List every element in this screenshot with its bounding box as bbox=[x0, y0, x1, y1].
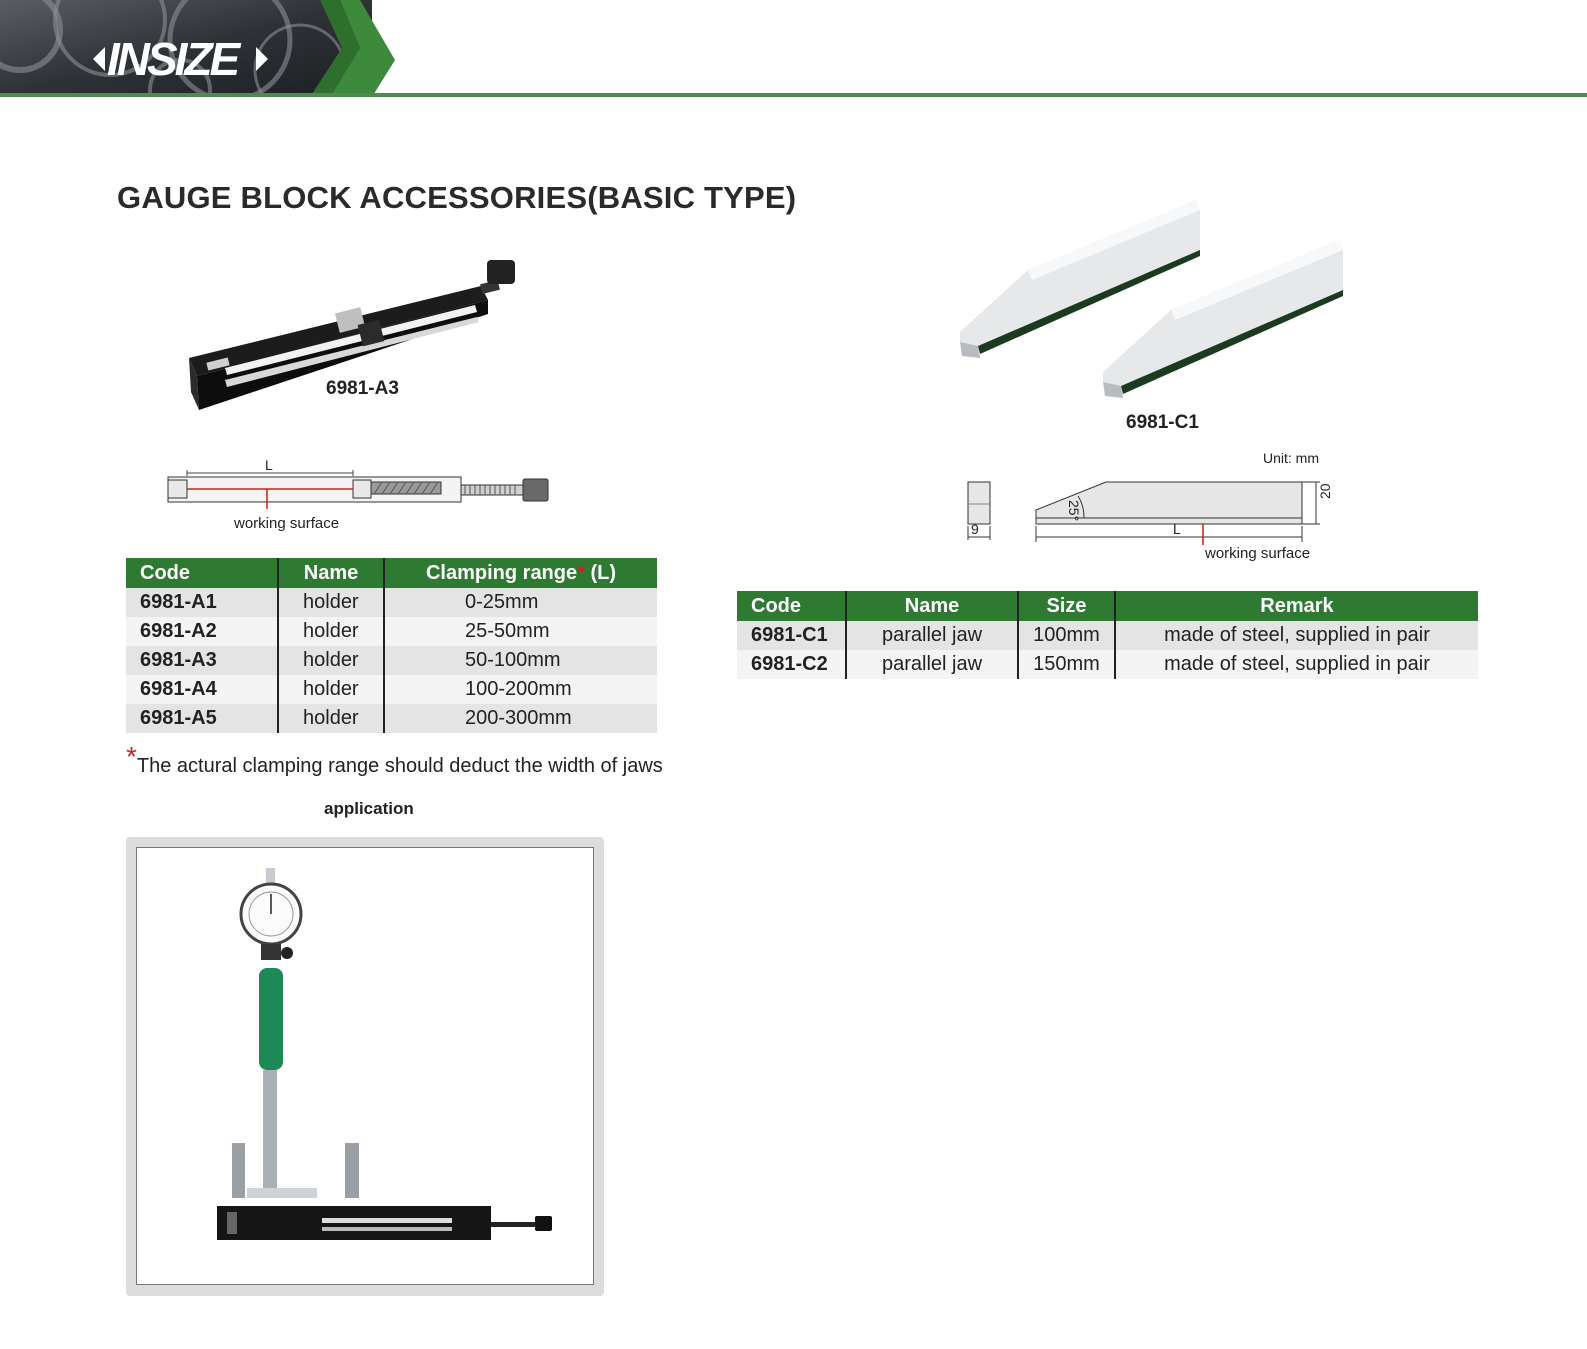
jaw-width-label: 9 bbox=[971, 521, 979, 537]
holder-row-name: holder bbox=[278, 617, 384, 646]
table-row bbox=[126, 588, 657, 617]
holder-row-code: 6981-A1 bbox=[126, 588, 278, 617]
jaw-row-remark: made of steel, supplied in pair bbox=[1115, 650, 1478, 679]
application-photo bbox=[136, 847, 594, 1285]
holder-row-code: 6981-A3 bbox=[126, 646, 278, 675]
holder-col-name-header: Name bbox=[278, 558, 384, 588]
table-row bbox=[737, 621, 1478, 650]
footnote-asterisk: * bbox=[126, 741, 137, 772]
holder-dimension-label: L bbox=[265, 457, 273, 473]
holder-row-range: 50-100mm bbox=[384, 646, 657, 675]
holder-row-range: 200-300mm bbox=[384, 704, 657, 733]
jaw-diagram bbox=[960, 470, 1330, 545]
jaw-row-remark: made of steel, supplied in pair bbox=[1115, 621, 1478, 650]
table-row bbox=[126, 704, 657, 733]
application-label: application bbox=[324, 799, 414, 818]
jaw-working-surface-label: working surface bbox=[1205, 545, 1311, 562]
jaw-row-name: parallel jaw bbox=[846, 621, 1018, 650]
brand-wordmark: INSIZE bbox=[107, 33, 238, 85]
holder-row-range: 25-50mm bbox=[384, 617, 657, 646]
holder-row-name: holder bbox=[278, 675, 384, 704]
jaw-photo bbox=[960, 198, 1355, 398]
footnote-text: The actural clamping range should deduct the width of jaws bbox=[136, 755, 663, 777]
holder-row-range: 100-200mm bbox=[384, 675, 657, 704]
clamping-footnote bbox=[126, 741, 663, 779]
holder-col-range-label: Clamping range bbox=[425, 561, 578, 584]
jaw-height-label: 20 bbox=[1317, 483, 1333, 499]
jaw-photo-label: 6981-C1 bbox=[1126, 412, 1199, 433]
holder-col-range-header bbox=[384, 558, 657, 588]
jaw-row-size: 150mm bbox=[1018, 650, 1115, 679]
unit-label: Unit: mm bbox=[1263, 450, 1319, 466]
holder-working-surface-label: working surface bbox=[234, 515, 340, 532]
holder-col-code-header: Code bbox=[126, 558, 278, 588]
jaw-table-header-row bbox=[737, 591, 1478, 621]
holder-row-code: 6981-A4 bbox=[126, 675, 278, 704]
table-row bbox=[737, 650, 1478, 679]
jaw-row-code: 6981-C2 bbox=[737, 650, 846, 679]
holder-row-code: 6981-A5 bbox=[126, 704, 278, 733]
holder-row-name: holder bbox=[278, 704, 384, 733]
jaw-col-code-header: Code bbox=[737, 591, 846, 621]
page-title: GAUGE BLOCK ACCESSORIES(BASIC TYPE) bbox=[117, 180, 797, 215]
table-row bbox=[126, 646, 657, 675]
holder-spec-table bbox=[126, 558, 657, 733]
holder-row-name: holder bbox=[278, 588, 384, 617]
table-row bbox=[126, 617, 657, 646]
holder-table-header-row bbox=[126, 558, 657, 588]
application-illustration bbox=[137, 848, 593, 1284]
jaw-row-size: 100mm bbox=[1018, 621, 1115, 650]
brand-logo bbox=[93, 34, 268, 84]
jaw-col-remark-header: Remark bbox=[1115, 591, 1478, 621]
holder-col-range-asterisk: * bbox=[577, 561, 585, 584]
jaw-spec-table bbox=[737, 591, 1478, 679]
holder-row-name: holder bbox=[278, 646, 384, 675]
holder-row-code: 6981-A2 bbox=[126, 617, 278, 646]
jaw-col-size-header: Size bbox=[1018, 591, 1115, 621]
header-divider bbox=[0, 93, 1587, 97]
jaw-length-label: L bbox=[1173, 521, 1181, 537]
table-row bbox=[126, 675, 657, 704]
holder-diagram bbox=[160, 458, 560, 513]
holder-photo-label: 6981-A3 bbox=[326, 378, 399, 399]
holder-row-range: 0-25mm bbox=[384, 588, 657, 617]
jaw-col-name-header: Name bbox=[846, 591, 1018, 621]
holder-col-range-suffix: (L) bbox=[584, 561, 617, 584]
jaw-row-name: parallel jaw bbox=[846, 650, 1018, 679]
jaw-row-code: 6981-C1 bbox=[737, 621, 846, 650]
jaw-angle-label: 25° bbox=[1066, 500, 1082, 522]
